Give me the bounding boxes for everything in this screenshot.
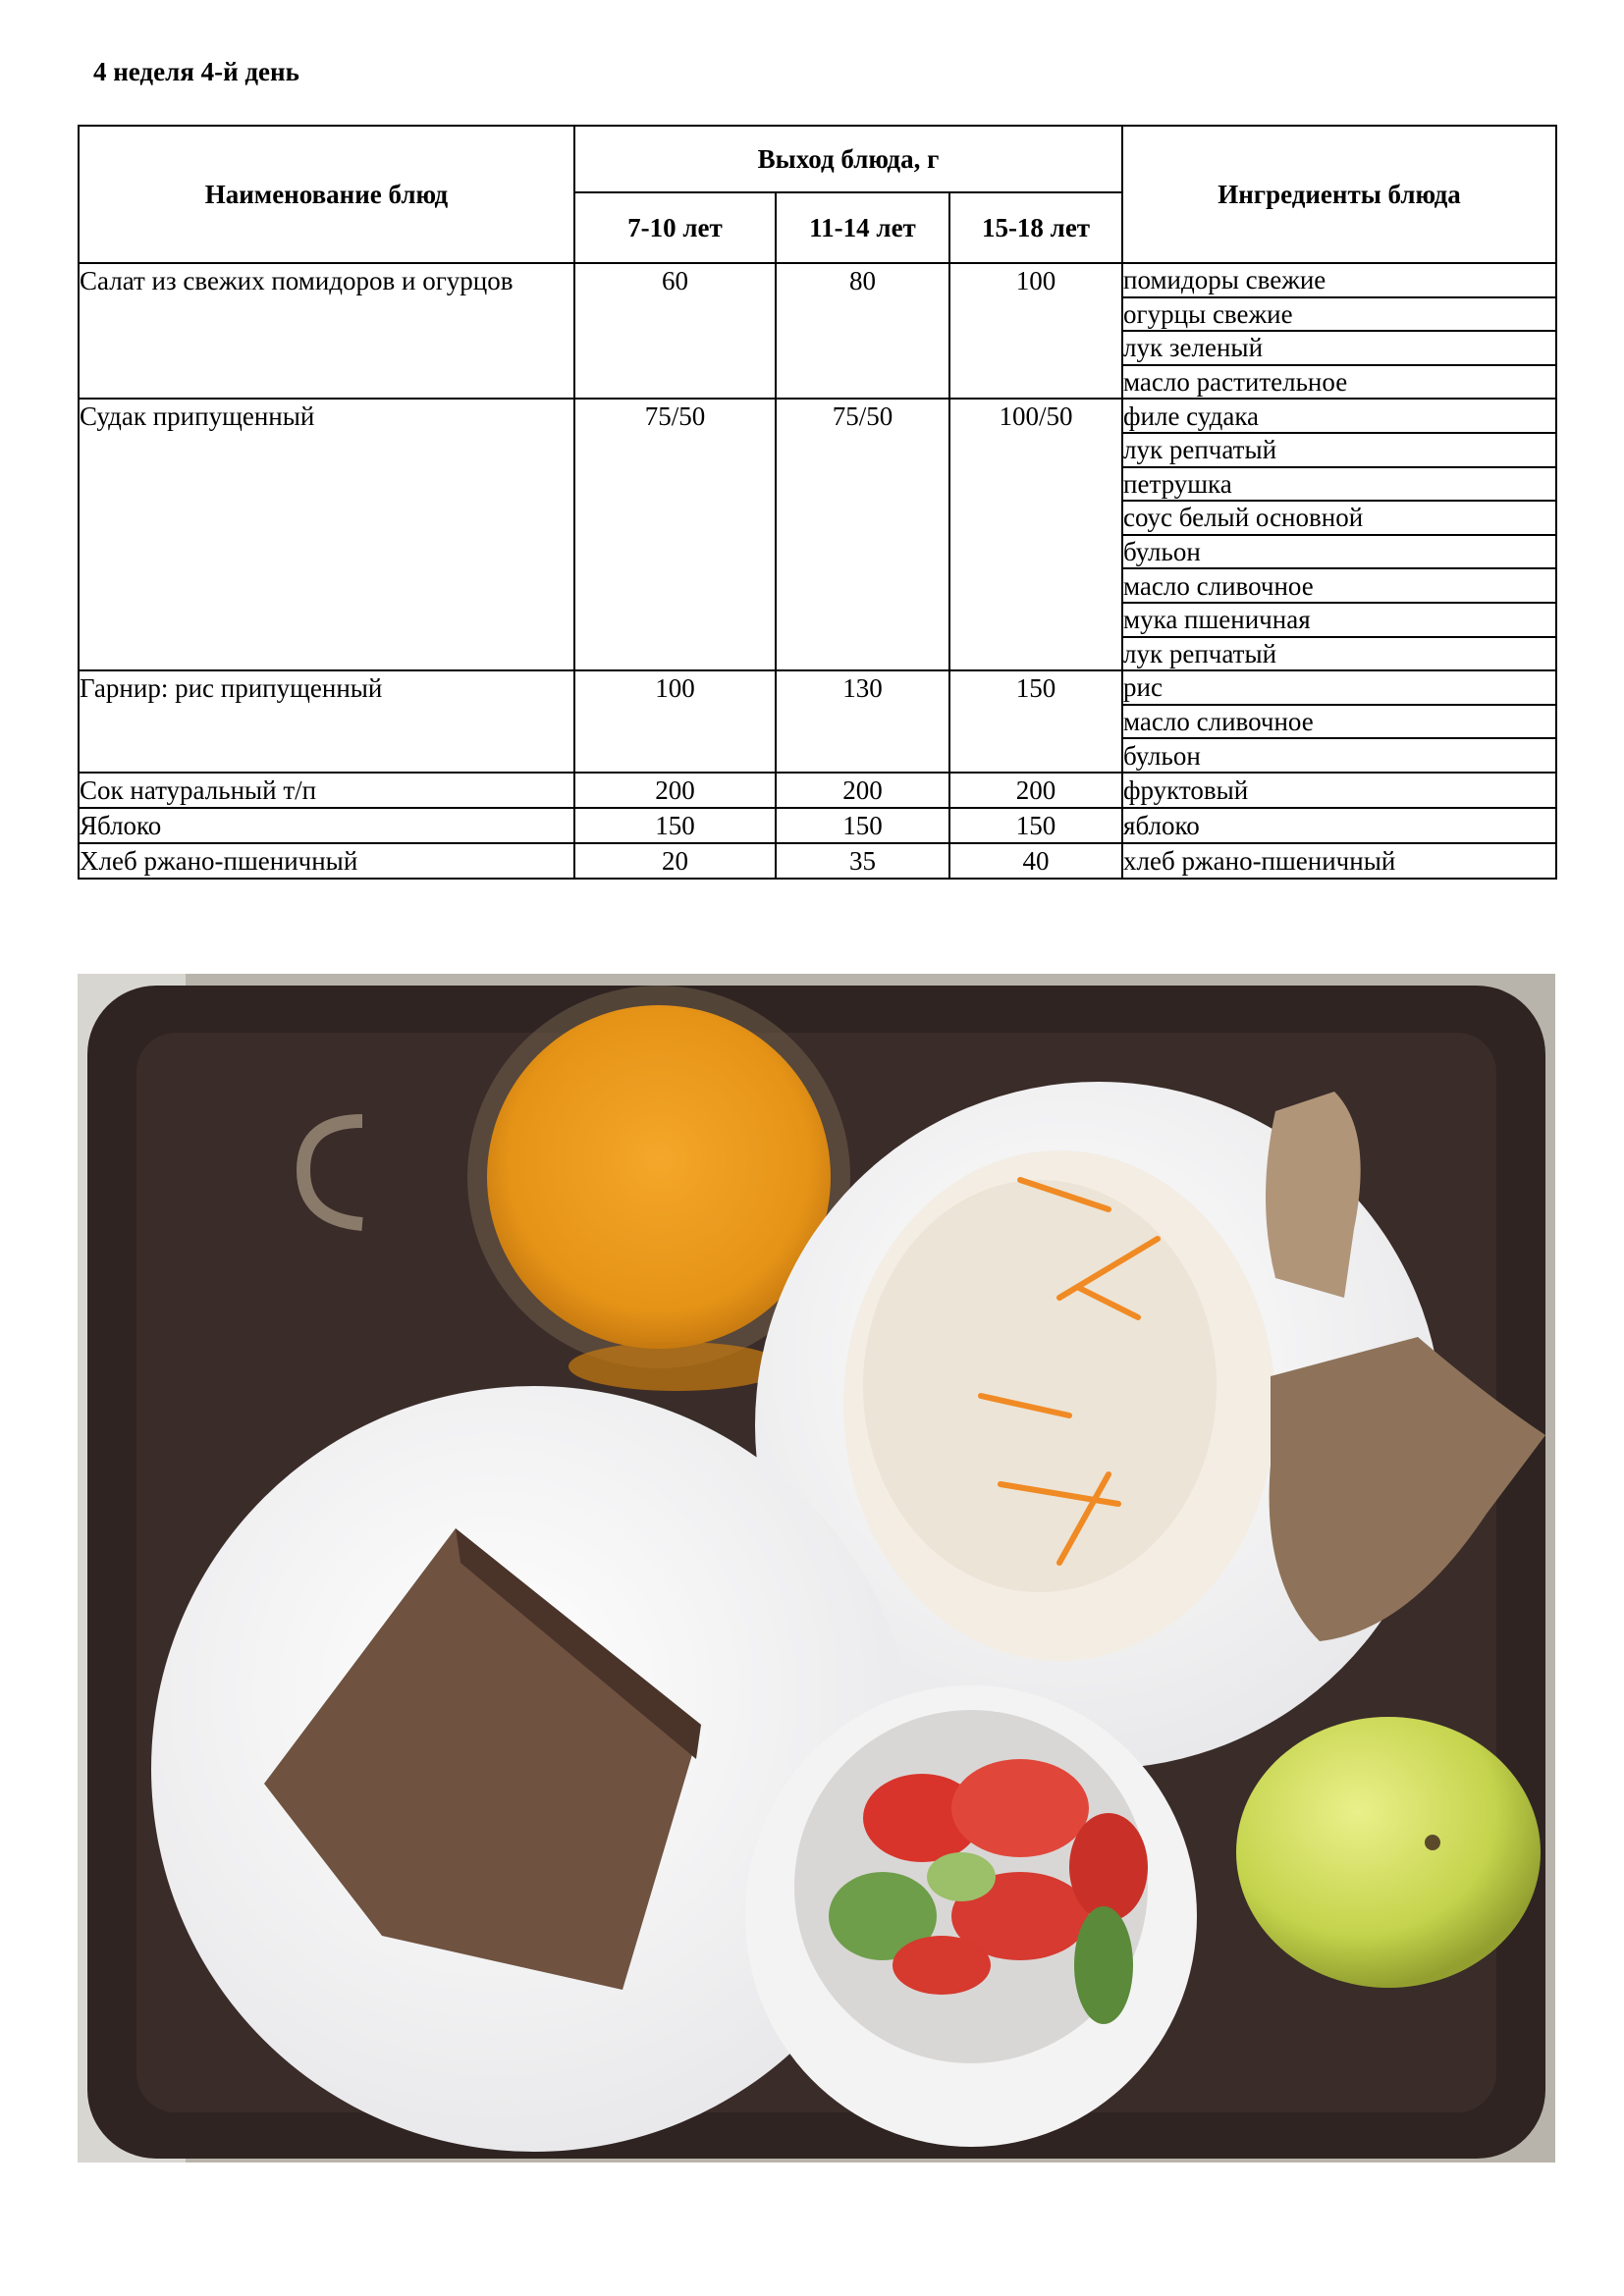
ingredient-cell: масло сливочное <box>1122 568 1556 603</box>
dish-name-cell: Салат из свежих помидоров и огурцов <box>79 263 574 399</box>
portion-cell: 150 <box>776 808 949 843</box>
ingredient-cell: помидоры свежие <box>1122 263 1556 297</box>
portion-cell: 100 <box>574 670 776 773</box>
table-row <box>79 670 1556 705</box>
portion-cell: 100/50 <box>949 399 1122 670</box>
portion-cell: 100 <box>949 263 1122 399</box>
portion-cell: 35 <box>776 843 949 879</box>
ingredient-cell: фруктовый <box>1122 773 1556 808</box>
page-title: 4 неделя 4-й день <box>93 57 299 86</box>
ingredient-cell: лук зеленый <box>1122 331 1556 365</box>
ingredient-cell: петрушка <box>1122 467 1556 502</box>
ingredient-cell: хлеб ржано-пшеничный <box>1122 843 1556 879</box>
ingredient-cell: лук репчатый <box>1122 433 1556 467</box>
portion-cell: 150 <box>949 808 1122 843</box>
table-row <box>79 399 1556 433</box>
table-row <box>79 263 1556 297</box>
ingredient-cell: огурцы свежие <box>1122 297 1556 332</box>
portion-cell: 200 <box>949 773 1122 808</box>
table-row <box>79 808 1556 843</box>
ingredient-cell: мука пшеничная <box>1122 603 1556 637</box>
ingredient-cell: соус белый основной <box>1122 501 1556 535</box>
menu-table-body <box>79 263 1556 879</box>
portion-cell: 75/50 <box>574 399 776 670</box>
portion-cell: 80 <box>776 263 949 399</box>
portion-cell: 200 <box>776 773 949 808</box>
portion-cell: 40 <box>949 843 1122 879</box>
header-ingredients: Ингредиенты блюда <box>1122 126 1556 263</box>
portion-cell: 75/50 <box>776 399 949 670</box>
ingredient-cell: рис <box>1122 670 1556 705</box>
apple <box>1236 1717 1541 1988</box>
header-dish-name: Наименование блюд <box>79 126 574 263</box>
table-row <box>79 843 1556 879</box>
table-row <box>79 773 1556 808</box>
portion-cell: 20 <box>574 843 776 879</box>
ingredient-cell: бульон <box>1122 535 1556 569</box>
salad-bowl <box>745 1685 1197 2147</box>
ingredient-cell: масло сливочное <box>1122 705 1556 739</box>
dish-name-cell: Судак припущенный <box>79 399 574 670</box>
portion-cell: 130 <box>776 670 949 773</box>
portion-cell: 150 <box>949 670 1122 773</box>
ingredient-cell: лук репчатый <box>1122 637 1556 671</box>
ingredient-cell: филе судака <box>1122 399 1556 433</box>
header-output: Выход блюда, г <box>574 126 1122 192</box>
ingredient-cell: масло растительное <box>1122 365 1556 400</box>
ingredient-cell: бульон <box>1122 738 1556 773</box>
header-age-15-18: 15-18 лет <box>949 192 1122 263</box>
portion-cell: 60 <box>574 263 776 399</box>
dish-name-cell: Яблоко <box>79 808 574 843</box>
ingredient-cell: яблоко <box>1122 808 1556 843</box>
portion-cell: 150 <box>574 808 776 843</box>
header-age-11-14: 11-14 лет <box>776 192 949 263</box>
fish-fillet <box>1266 1092 1361 1298</box>
dish-name-cell: Гарнир: рис припущенный <box>79 670 574 773</box>
menu-table <box>78 125 1557 880</box>
header-age-7-10: 7-10 лет <box>574 192 776 263</box>
dish-name-cell: Сок натуральный т/п <box>79 773 574 808</box>
portion-cell: 200 <box>574 773 776 808</box>
dish-name-cell: Хлеб ржано-пшеничный <box>79 843 574 879</box>
lunch-tray-photo <box>78 974 1555 2163</box>
